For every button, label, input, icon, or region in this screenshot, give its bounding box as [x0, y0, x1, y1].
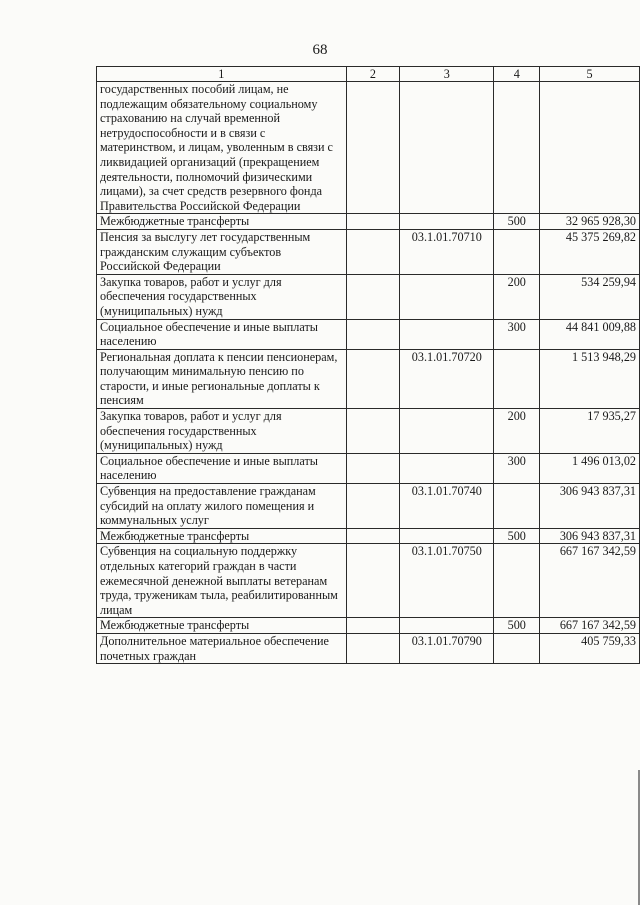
row-col-2 [346, 544, 400, 618]
header-col-1: 1 [97, 67, 347, 82]
row-name: Социальное обеспечение и иные выплаты населению [97, 319, 347, 349]
row-type: 200 [494, 274, 540, 319]
row-type: 300 [494, 319, 540, 349]
row-code [400, 82, 494, 214]
row-amount: 667 167 342,59 [540, 618, 640, 634]
row-type: 500 [494, 214, 540, 230]
row-type [494, 633, 540, 663]
table-row [97, 409, 640, 454]
row-code [400, 319, 494, 349]
row-col-2 [346, 409, 400, 454]
row-col-2 [346, 453, 400, 483]
row-name: Закупка товаров, работ и услуг для обеспечения государственных (муниципальных) нужд [97, 274, 347, 319]
row-code: 03.1.01.70790 [400, 633, 494, 663]
row-name: Пенсия за выслугу лет государственным гражданским служащим субъектов Российской Федерации [97, 229, 347, 274]
row-col-2 [346, 633, 400, 663]
row-code [400, 618, 494, 634]
table-row [97, 82, 640, 214]
row-type: 200 [494, 409, 540, 454]
row-type [494, 484, 540, 529]
row-col-2 [346, 214, 400, 230]
row-type [494, 82, 540, 214]
row-col-2 [346, 229, 400, 274]
row-code [400, 214, 494, 230]
budget-table [96, 66, 640, 664]
table-row [97, 229, 640, 274]
table-row [97, 633, 640, 663]
table-row [97, 528, 640, 544]
row-name: государственных пособий лицам, не подлежащим обязательному социальному страхованию на случай временной нетрудоспособности и в связи с материнством, и лицам, уволенным в связи с ликвидацией организаций (прекращением деятельности, полномочий физическими лицами), за счет средств резервного фонда Правительства Российской Федерации [97, 82, 347, 214]
table-row [97, 544, 640, 618]
table-row [97, 453, 640, 483]
table-row [97, 618, 640, 634]
row-name: Межбюджетные трансферты [97, 528, 347, 544]
row-code: 03.1.01.70710 [400, 229, 494, 274]
row-name: Межбюджетные трансферты [97, 618, 347, 634]
table-row [97, 484, 640, 529]
row-name: Социальное обеспечение и иные выплаты населению [97, 453, 347, 483]
row-type: 300 [494, 453, 540, 483]
row-amount: 1 496 013,02 [540, 453, 640, 483]
row-amount: 1 513 948,29 [540, 349, 640, 408]
table-header-row [97, 67, 640, 82]
row-col-2 [346, 528, 400, 544]
row-code [400, 528, 494, 544]
header-col-5: 5 [540, 67, 640, 82]
row-code: 03.1.01.70750 [400, 544, 494, 618]
row-col-2 [346, 274, 400, 319]
row-amount: 306 943 837,31 [540, 484, 640, 529]
row-name: Субвенция на предоставление гражданам субсидий на оплату жилого помещения и коммунальных услуг [97, 484, 347, 529]
row-col-2 [346, 319, 400, 349]
row-amount: 534 259,94 [540, 274, 640, 319]
header-col-4: 4 [494, 67, 540, 82]
row-name: Дополнительное материальное обеспечение почетных граждан [97, 633, 347, 663]
page-number: 68 [312, 42, 328, 58]
table-row [97, 214, 640, 230]
row-amount: 17 935,27 [540, 409, 640, 454]
row-amount [540, 82, 640, 214]
row-amount: 44 841 009,88 [540, 319, 640, 349]
row-col-2 [346, 349, 400, 408]
row-type [494, 229, 540, 274]
row-col-2 [346, 618, 400, 634]
row-amount: 405 759,33 [540, 633, 640, 663]
row-type [494, 544, 540, 618]
row-code [400, 409, 494, 454]
table-row [97, 319, 640, 349]
row-amount: 45 375 269,82 [540, 229, 640, 274]
row-col-2 [346, 82, 400, 214]
row-name: Закупка товаров, работ и услуг для обеспечения государственных (муниципальных) нужд [97, 409, 347, 454]
row-code [400, 274, 494, 319]
row-amount: 306 943 837,31 [540, 528, 640, 544]
row-name: Региональная доплата к пенсии пенсионерам, получающим минимальную пенсию по старости, и иные региональные доплаты к пенсиям [97, 349, 347, 408]
header-col-2: 2 [346, 67, 400, 82]
table-row [97, 274, 640, 319]
row-code [400, 453, 494, 483]
row-amount: 32 965 928,30 [540, 214, 640, 230]
row-type: 500 [494, 618, 540, 634]
row-name: Субвенция на социальную поддержку отдельных категорий граждан в части ежемесячной денежной выплаты ветеранам труда, труженикам тыла, реабилитированным лицам [97, 544, 347, 618]
row-col-2 [346, 484, 400, 529]
row-code: 03.1.01.70720 [400, 349, 494, 408]
row-code: 03.1.01.70740 [400, 484, 494, 529]
row-amount: 667 167 342,59 [540, 544, 640, 618]
header-col-3: 3 [400, 67, 494, 82]
table-row [97, 349, 640, 408]
row-name: Межбюджетные трансферты [97, 214, 347, 230]
row-type [494, 349, 540, 408]
row-type: 500 [494, 528, 540, 544]
